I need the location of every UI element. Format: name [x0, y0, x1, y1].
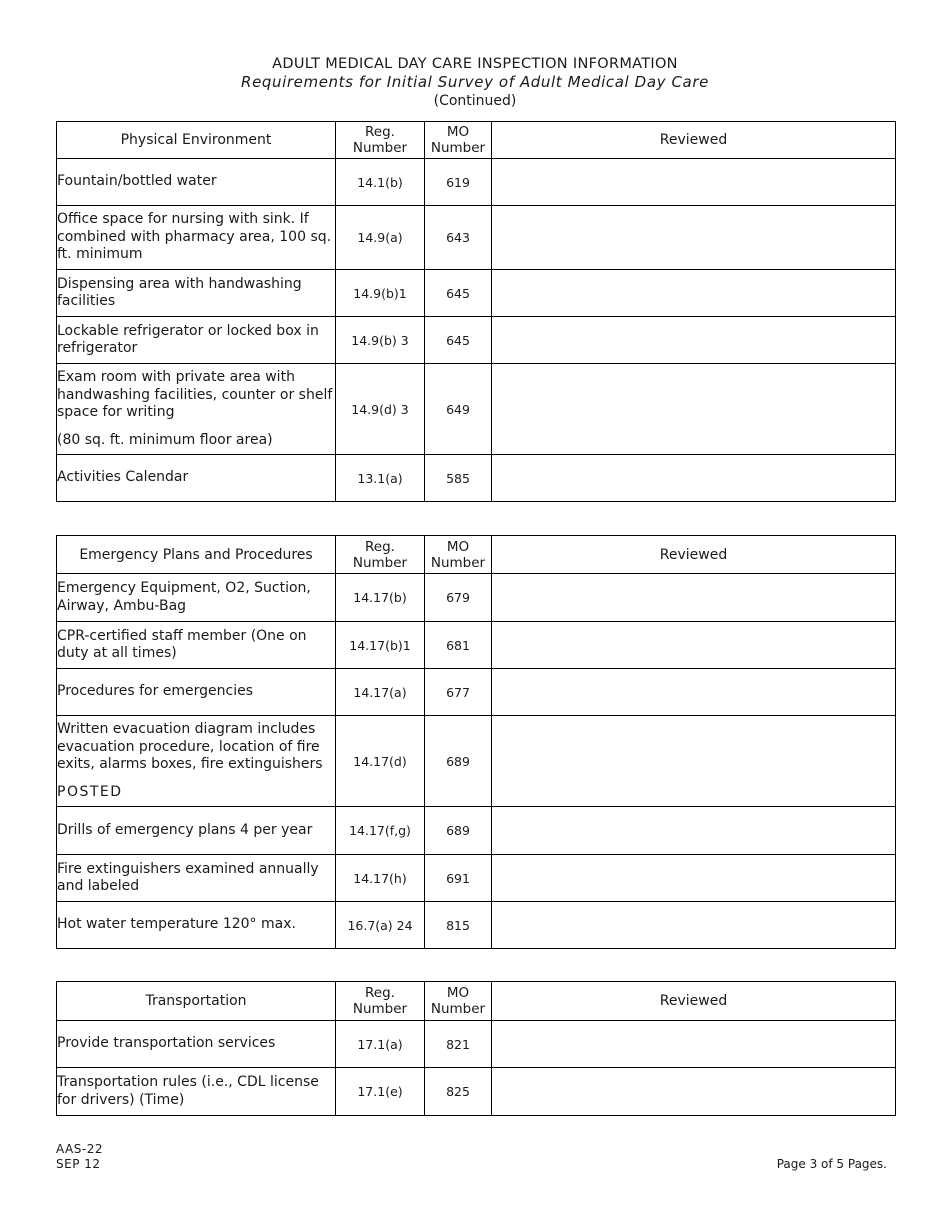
- mo-number-header: MO Number: [425, 122, 492, 159]
- page-number: Page 3 of 5 Pages.: [776, 1157, 887, 1171]
- reg-number: 14.9(b)1: [336, 270, 425, 317]
- mo-number: 645: [425, 317, 492, 364]
- table-row: [57, 455, 896, 502]
- requirement-item: Fountain/bottled water: [57, 159, 336, 206]
- table-row: [57, 206, 896, 270]
- table-row: [57, 364, 896, 455]
- section-title: Transportation: [57, 982, 336, 1021]
- table-header-row: [57, 536, 896, 574]
- reviewed-cell[interactable]: [492, 159, 896, 206]
- reviewed-cell[interactable]: [492, 1021, 896, 1068]
- table-row: [57, 1021, 896, 1068]
- section-title: Physical Environment: [57, 122, 336, 159]
- reviewed-cell[interactable]: [492, 317, 896, 364]
- reviewed-cell[interactable]: [492, 855, 896, 902]
- requirement-item: Activities Calendar: [57, 455, 336, 502]
- requirement-item: CPR-certified staff member (One on duty at all times): [57, 622, 336, 669]
- mo-number: 681: [425, 622, 492, 669]
- reviewed-header: Reviewed: [492, 122, 896, 159]
- requirement-item: Transportation rules (i.e., CDL license for drivers) (Time): [57, 1068, 336, 1116]
- reviewed-cell[interactable]: [492, 807, 896, 855]
- mo-number-header: MO Number: [425, 982, 492, 1021]
- mo-number: 649: [425, 364, 492, 455]
- form-date: SEP 12: [56, 1157, 101, 1171]
- table-row: [57, 855, 896, 902]
- reg-number-header: Reg. Number: [336, 982, 425, 1021]
- mo-number: 825: [425, 1068, 492, 1116]
- reviewed-cell[interactable]: [492, 206, 896, 270]
- reg-number: 14.17(b): [336, 574, 425, 622]
- table-row: [57, 622, 896, 669]
- table-row: [57, 1068, 896, 1116]
- reg-number-header: Reg. Number: [336, 536, 425, 574]
- document-header: [0, 55, 950, 110]
- reviewed-cell[interactable]: [492, 902, 896, 949]
- reviewed-cell[interactable]: [492, 364, 896, 455]
- table-header-row: [57, 122, 896, 159]
- reg-number: 14.17(a): [336, 669, 425, 716]
- reg-number: 17.1(a): [336, 1021, 425, 1068]
- reg-number: 14.17(b)1: [336, 622, 425, 669]
- mo-number: 619: [425, 159, 492, 206]
- table-row: [57, 270, 896, 317]
- reviewed-cell[interactable]: [492, 1068, 896, 1116]
- requirement-item: Procedures for emergencies: [57, 669, 336, 716]
- table-header-row: [57, 982, 896, 1021]
- reviewed-header: Reviewed: [492, 982, 896, 1021]
- form-id: AAS-22: [56, 1142, 103, 1156]
- reg-number: 14.9(a): [336, 206, 425, 270]
- mo-number: 689: [425, 716, 492, 807]
- reg-number: 14.9(d) 3: [336, 364, 425, 455]
- requirement-item: Lockable refrigerator or locked box in refrigerator: [57, 317, 336, 364]
- reg-number: 13.1(a): [336, 455, 425, 502]
- transportation-table: [56, 981, 896, 1116]
- continued-label: (Continued): [433, 93, 517, 109]
- reviewed-cell[interactable]: [492, 270, 896, 317]
- reviewed-cell[interactable]: [492, 622, 896, 669]
- requirement-item: [57, 364, 336, 455]
- mo-number: 585: [425, 455, 492, 502]
- requirement-item: Hot water temperature 120° max.: [57, 902, 336, 949]
- table-row: [57, 159, 896, 206]
- reviewed-cell[interactable]: [492, 574, 896, 622]
- mo-number: 677: [425, 669, 492, 716]
- table-row: [57, 317, 896, 364]
- mo-number: 691: [425, 855, 492, 902]
- table-row: [57, 574, 896, 622]
- mo-number: 679: [425, 574, 492, 622]
- posted-note: POSTED: [57, 783, 123, 800]
- reviewed-header: Reviewed: [492, 536, 896, 574]
- mo-number: 815: [425, 902, 492, 949]
- requirement-note: (80 sq. ft. minimum floor area): [57, 431, 273, 448]
- requirement-item: Provide transportation services: [57, 1021, 336, 1068]
- table-row: [57, 807, 896, 855]
- table-row: [57, 669, 896, 716]
- mo-number: 643: [425, 206, 492, 270]
- requirement-text: Written evacuation diagram includes evacuation procedure, location of fire exits, alarms boxes, fire extinguishers: [57, 721, 323, 772]
- requirement-item: Office space for nursing with sink. If combined with pharmacy area, 100 sq. ft. minimum: [57, 206, 336, 270]
- mo-number-header: MO Number: [425, 536, 492, 574]
- reg-number: 16.7(a) 24: [336, 902, 425, 949]
- physical-environment-table: [56, 121, 896, 502]
- reg-number: 14.1(b): [336, 159, 425, 206]
- reg-number: 14.17(h): [336, 855, 425, 902]
- reviewed-cell[interactable]: [492, 716, 896, 807]
- mo-number: 689: [425, 807, 492, 855]
- requirement-item: Drills of emergency plans 4 per year: [57, 807, 336, 855]
- reg-number: 14.17(d): [336, 716, 425, 807]
- section-title: Emergency Plans and Procedures: [57, 536, 336, 574]
- reg-number: 17.1(e): [336, 1068, 425, 1116]
- requirement-item: Emergency Equipment, O2, Suction, Airway, Ambu-Bag: [57, 574, 336, 622]
- requirement-item: Fire extinguishers examined annually and labeled: [57, 855, 336, 902]
- reg-number-header: Reg. Number: [336, 122, 425, 159]
- emergency-plans-table: [56, 535, 896, 949]
- document-subtitle: Requirements for Initial Survey of Adult Medical Day Care: [241, 73, 709, 91]
- requirement-item: Dispensing area with handwashing facilities: [57, 270, 336, 317]
- form-footer: [56, 1142, 103, 1172]
- mo-number: 645: [425, 270, 492, 317]
- table-row: [57, 902, 896, 949]
- reg-number: 14.17(f,g): [336, 807, 425, 855]
- table-row: [57, 716, 896, 807]
- document-title: ADULT MEDICAL DAY CARE INSPECTION INFORMATION: [272, 56, 678, 72]
- requirement-text: Exam room with private area with handwashing facilities, counter or shelf space for writing: [57, 369, 333, 420]
- requirement-item: [57, 716, 336, 807]
- reg-number: 14.9(b) 3: [336, 317, 425, 364]
- mo-number: 821: [425, 1021, 492, 1068]
- reviewed-cell[interactable]: [492, 455, 896, 502]
- reviewed-cell[interactable]: [492, 669, 896, 716]
